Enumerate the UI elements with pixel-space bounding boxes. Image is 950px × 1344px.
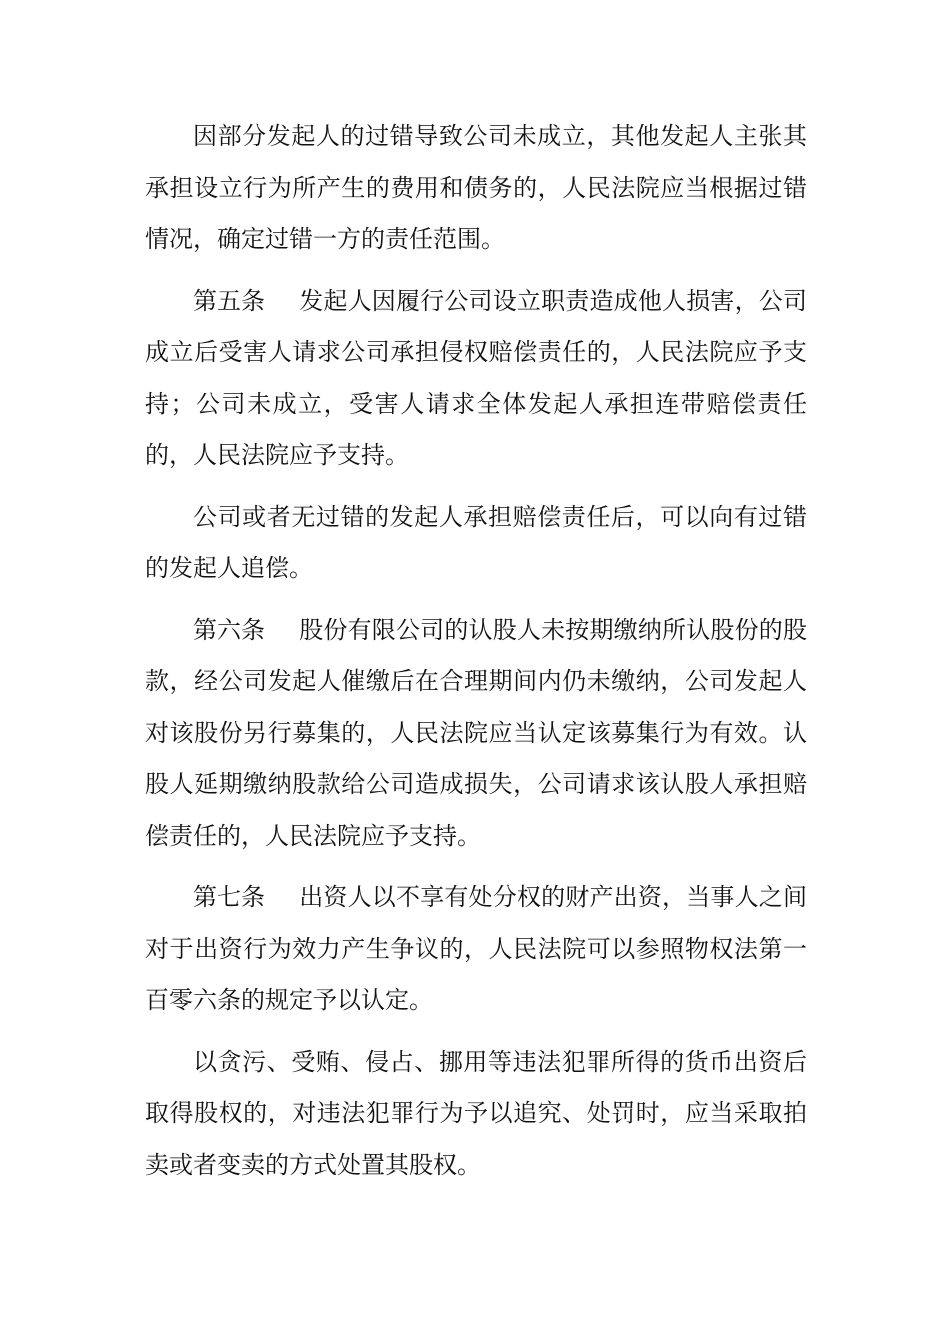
paragraph-article-6 — [145, 605, 807, 863]
paragraph-text: 公司或者无过错的发起人承担赔偿责任后，可以向有过错的发起人追偿。 — [145, 502, 807, 582]
paragraph-article-7 — [145, 872, 807, 1027]
paragraph-text: 以贪污、受贿、侵占、挪用等违法犯罪所得的货币出资后取得股权的，对违法犯罪行为予以追究、处罚时，应当采取拍卖或者变卖的方式处置其股权。 — [145, 1047, 807, 1179]
paragraph-3 — [145, 492, 807, 595]
article-number: 第五条 — [193, 286, 265, 315]
paragraph-text: 因部分发起人的过错导致公司未成立，其他发起人主张其承担设立行为所产生的费用和债务的，人民法院应当根据过错情况，确定过错一方的责任范围。 — [145, 122, 807, 253]
paragraph-1 — [145, 111, 807, 266]
document-body — [145, 111, 807, 1191]
article-number: 第六条 — [193, 615, 265, 644]
paragraph-article-5 — [145, 276, 807, 482]
paragraph-6 — [145, 1037, 807, 1192]
article-number: 第七条 — [193, 883, 265, 911]
paragraph-text: 出资人以不享有处分权的财产出资，当事人之间对于出资行为效力产生争议的，人民法院可以参照物权法第一百零六条的规定予以认定。 — [145, 883, 807, 1014]
paragraph-text: 发起人因履行公司设立职责造成他人损害，公司成立后受害人请求公司承担侵权赔偿责任的，人民法院应予支持；公司未成立，受害人请求全体发起人承担连带赔偿责任的，人民法院应予支持。 — [145, 286, 807, 469]
paragraph-text: 股份有限公司的认股人未按期缴纳所认股份的股款，经公司发起人催缴后在合理期间内仍未缴纳，公司发起人对该股份另行募集的，人民法院应当认定该募集行为有效。认股人延期缴纳股款给公司造成损失，公司请求该认股人承担赔偿责任的，人民法院应予支持。 — [145, 615, 807, 850]
